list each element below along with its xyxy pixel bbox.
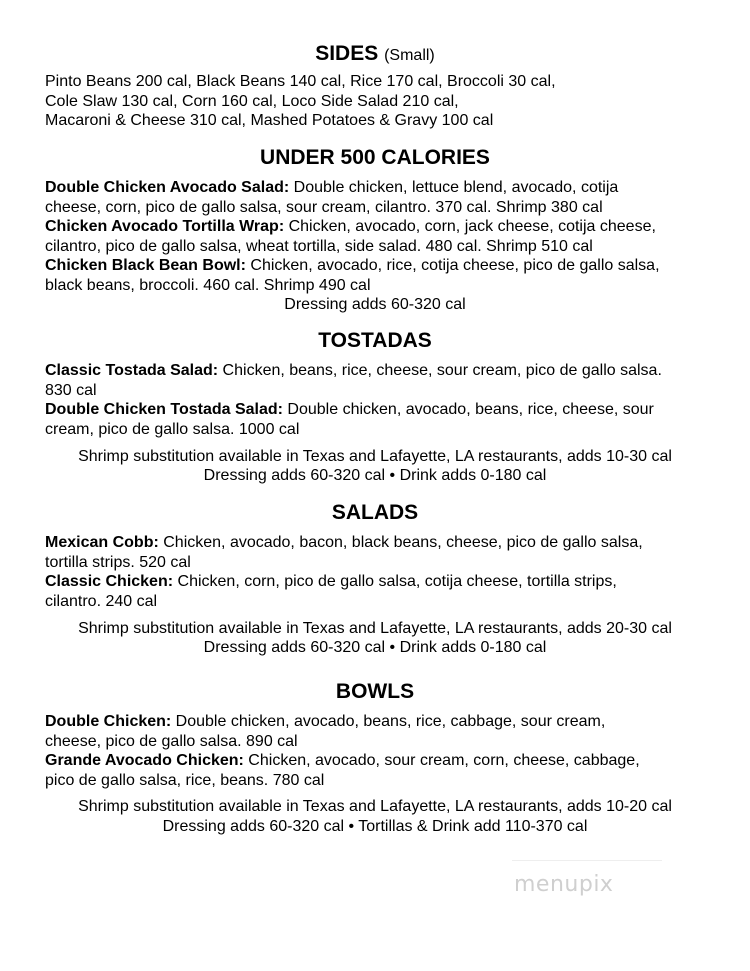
sides-line: Pinto Beans 200 cal, Black Beans 140 cal, Rice 170 cal, Broccoli 30 cal, [45,73,556,90]
item-name: Double Chicken: [45,713,172,730]
item-desc-cont: cheese, pico de gallo salsa. 890 cal [45,732,298,750]
item-name: Classic Chicken: [45,573,174,590]
item-desc: Chicken, avocado, sour cream, corn, cheese, cabbage, [243,752,640,769]
item-desc-cont: cream, pico de gallo salsa. 1000 cal [45,420,300,438]
sides-heading [0,41,750,69]
menupix-watermark: menupix [514,872,614,897]
under500-heading: UNDER 500 CALORIES [260,146,490,169]
item-name: Chicken Avocado Tortilla Wrap: [45,218,285,235]
item-desc-cont: tortilla strips. 520 cal [45,553,191,571]
item-desc-cont: 830 cal [45,381,97,399]
watermark-divider [512,860,662,861]
item-name: Mexican Cobb: [45,534,159,551]
tostadas-items [45,361,715,439]
sides-list [45,72,715,131]
item-desc-cont: cheese, corn, pico de gallo salsa, sour cream, cilantro. 370 cal. Shrimp 380 cal [45,198,603,216]
salads-items [45,533,715,611]
menu-item [45,751,715,771]
item-name: Double Chicken Avocado Salad: [45,179,290,196]
menu-item [45,361,715,381]
item-desc: Double chicken, avocado, beans, rice, cabbage, sour cream, [171,713,606,730]
menu-item [45,533,715,553]
item-desc: Chicken, avocado, corn, jack cheese, cotija cheese, [284,218,656,235]
salads-note-dressing: Dressing adds 60-320 cal • Drink adds 0-180 cal [203,639,547,656]
menu-item [45,217,715,237]
item-desc: Chicken, corn, pico de gallo salsa, cotija cheese, tortilla strips, [173,573,617,590]
menu-item [45,712,715,732]
sides-subtitle: (Small) [384,47,435,64]
under500-note: Dressing adds 60-320 cal [284,296,466,313]
menu-item [45,400,715,420]
item-desc: Double chicken, lettuce blend, avocado, cotija [289,179,619,196]
bowls-note-dressing: Dressing adds 60-320 cal • Tortillas & Drink add 110-370 cal [162,818,588,835]
menu-item [45,178,715,198]
tostadas-note-dressing: Dressing adds 60-320 cal • Drink adds 0-180 cal [203,467,547,484]
item-desc-cont: pico de gallo salsa, rice, beans. 780 cal [45,771,325,789]
bowls-heading: BOWLS [335,680,415,703]
menu-item [45,256,715,276]
item-name: Chicken Black Bean Bowl: [45,257,246,274]
item-name: Grande Avocado Chicken: [45,752,244,769]
item-desc-cont: cilantro. 240 cal [45,592,158,610]
item-desc: Double chicken, avocado, beans, rice, cheese, sour [282,401,654,418]
item-desc: Chicken, avocado, rice, cotija cheese, pico de gallo salsa, [245,257,660,274]
bowls-note-shrimp: Shrimp substitution available in Texas and Lafayette, LA restaurants, adds 10-20 cal [78,798,672,815]
salads-note-shrimp: Shrimp substitution available in Texas and Lafayette, LA restaurants, adds 20-30 cal [78,620,672,637]
salads-heading: SALADS [331,501,419,524]
sides-line: Cole Slaw 130 cal, Corn 160 cal, Loco Side Salad 210 cal, [45,92,459,110]
tostadas-heading: TOSTADAS [318,329,432,352]
item-desc: Chicken, beans, rice, cheese, sour cream, pico de gallo salsa. [218,362,662,379]
sides-line: Macaroni & Cheese 310 cal, Mashed Potatoes & Gravy 100 cal [45,112,494,129]
tostadas-note-shrimp: Shrimp substitution available in Texas and Lafayette, LA restaurants, adds 10-30 cal [78,448,672,465]
item-name: Classic Tostada Salad: [45,362,219,379]
item-name: Double Chicken Tostada Salad: [45,401,283,418]
item-desc-cont: cilantro, pico de gallo salsa, wheat tortilla, side salad. 480 cal. Shrimp 510 cal [45,237,593,255]
item-desc: Chicken, avocado, bacon, black beans, cheese, pico de gallo salsa, [158,534,643,551]
bowls-items [45,712,715,790]
item-desc-cont: black beans, broccoli. 460 cal. Shrimp 490 cal [45,276,371,294]
under500-items [45,178,715,295]
sides-title: SIDES [315,42,379,65]
menu-item [45,572,715,592]
